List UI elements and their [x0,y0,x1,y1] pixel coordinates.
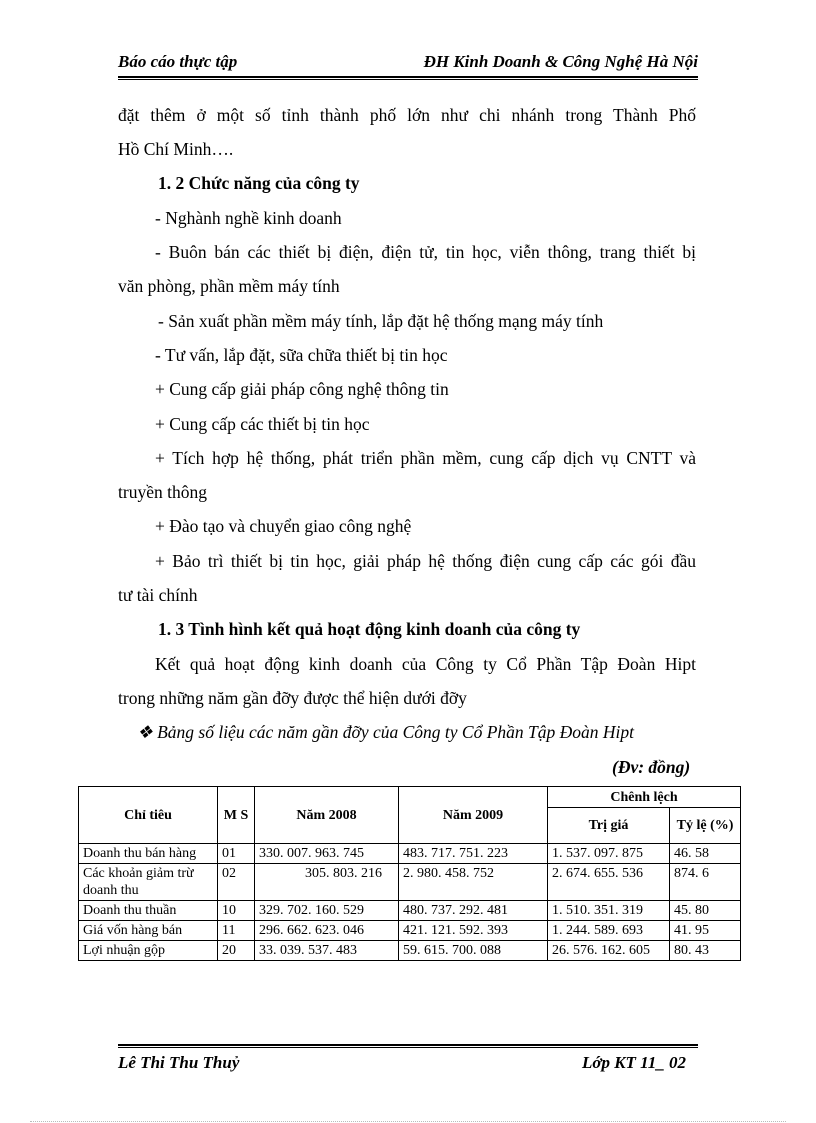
section-heading: 1. 2 Chức năng của công ty [158,173,360,193]
business-results-table [78,786,741,961]
cell-ratio: 46. 58 [670,844,741,864]
body-line: đặt thêm ở một số tỉnh thành phố lớn như chi nhánh trong Thành Phố [118,105,696,125]
body-line: + Tích hợp hệ thống, phát triển phần mềm, cung cấp dịch vụ CNTT và [155,448,696,468]
table-caption-text: Bảng số liệu các năm gần đỡy của Công ty Cổ Phần Tập Đoàn Hipt [157,722,635,742]
table-row [79,921,741,941]
header-rule-thin [118,79,698,80]
body-line: + Đào tạo và chuyển giao công nghệ [155,516,412,536]
cell-value: 1. 537. 097. 875 [548,844,670,864]
header-2009: Năm 2009 [399,787,548,844]
body-line: - Buôn bán các thiết bị điện, điện tử, tin học, viễn thông, trang thiết bị [155,242,696,262]
header-2008: Năm 2008 [255,787,399,844]
footer-rule [118,1044,698,1046]
body-line: văn phòng, phần mềm máy tính [118,276,340,296]
cell-2008: 305. 803. 216 [255,864,399,901]
body-line: + Cung cấp các thiết bị tin học [155,414,370,434]
header-code: M S [218,787,255,844]
header-left: Báo cáo thực tập [118,52,238,71]
body-line: + Bảo trì thiết bị tin học, giải pháp hệ thống điện cung cấp các gói đầu [155,551,696,571]
cell-indicator: Giá vốn hàng bán [79,921,218,941]
cell-ratio: 41. 95 [670,921,741,941]
footer-class: Lớp KT 11_ 02 [581,1053,686,1072]
body-line: Hồ Chí Minh…. [118,139,234,159]
section-heading: 1. 3 Tình hình kết quả hoạt động kinh doanh của công ty [158,619,581,639]
cell-2009: 2. 980. 458. 752 [399,864,548,901]
body-line: + Cung cấp giải pháp công nghệ thông tin [155,379,449,399]
table-row [79,901,741,921]
cell-indicator: Doanh thu thuần [79,901,218,921]
cell-code: 11 [218,921,255,941]
cell-2009: 480. 737. 292. 481 [399,901,548,921]
body-line: trong những năm gần đỡy được thể hiện dưới đỡy [118,688,467,708]
table-row [79,844,741,864]
cell-ratio: 80. 43 [670,941,741,961]
footer-rule-thin [118,1047,698,1048]
cell-2008: 329. 702. 160. 529 [255,901,399,921]
cell-value: 1. 510. 351. 319 [548,901,670,921]
cell-ratio: 874. 6 [670,864,741,901]
unit-label: (Đv: đồng) [612,757,691,777]
cell-2008: 296. 662. 623. 046 [255,921,399,941]
footer-author: Lê Thi Thu Thuỷ [118,1053,240,1072]
cell-indicator: Doanh thu bán hàng [79,844,218,864]
cell-code: 10 [218,901,255,921]
body-line: - Sản xuất phần mềm máy tính, lắp đặt hệ thống mạng máy tính [158,311,604,331]
diamond-bullet-icon: ❖ [137,722,153,742]
cell-code: 20 [218,941,255,961]
cell-indicator: Lợi nhuận gộp [79,941,218,961]
header-ratio: Tỷ lệ (%) [670,808,741,844]
table-caption [137,721,634,743]
page-header [118,52,698,76]
table-row [79,864,741,901]
cell-2009: 421. 121. 592. 393 [399,921,548,941]
header-right: ĐH Kinh Doanh & Công Nghệ Hà Nội [423,52,698,71]
cell-code: 01 [218,844,255,864]
cell-ratio: 45. 80 [670,901,741,921]
cell-code: 02 [218,864,255,901]
cell-value: 26. 576. 162. 605 [548,941,670,961]
body-line: Kết quả hoạt động kinh doanh của Công ty Cổ Phần Tập Đoàn Hipt [155,654,696,674]
page-edge-divider [30,1121,786,1122]
body-line: truyền thông [118,482,207,502]
cell-2009: 59. 615. 700. 088 [399,941,548,961]
cell-2008: 330. 007. 963. 745 [255,844,399,864]
header-value: Trị giá [548,808,670,844]
header-indicator: Chỉ tiêu [79,787,218,844]
table-row [79,941,741,961]
cell-value: 2. 674. 655. 536 [548,864,670,901]
header-rule [118,76,698,78]
cell-2008: 33. 039. 537. 483 [255,941,399,961]
cell-indicator: Các khoản giảm trừ doanh thu [79,864,218,901]
header-difference: Chênh lệch [548,787,741,808]
body-line: - Tư vấn, lắp đặt, sữa chữa thiết bị tin học [155,345,448,365]
body-line: - Nghành nghề kinh doanh [155,208,342,228]
cell-2009: 483. 717. 751. 223 [399,844,548,864]
cell-value: 1. 244. 589. 693 [548,921,670,941]
body-line: tư tài chính [118,585,198,605]
